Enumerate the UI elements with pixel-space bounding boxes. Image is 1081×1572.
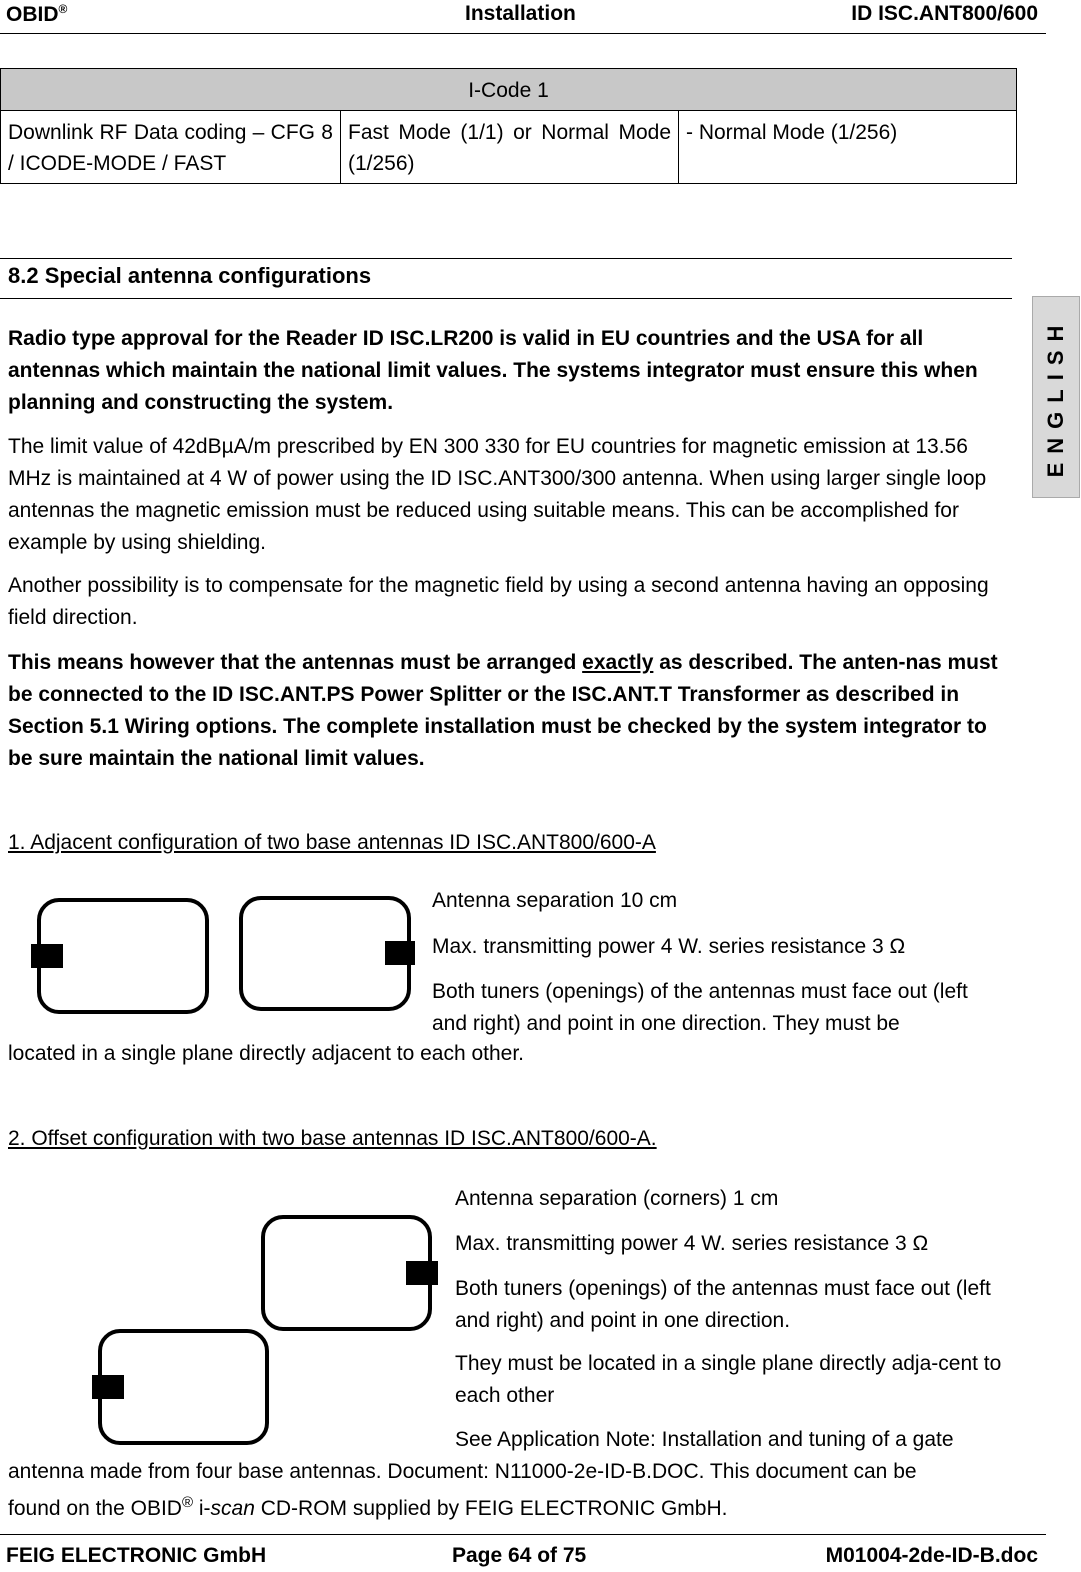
section-title: 8.2 Special antenna configurations: [8, 263, 372, 288]
config2-note-start: See Application Note: Installation and tuning of a gate: [455, 1428, 954, 1451]
config1-tuners: Both tuners (openings) of the antennas must face out (left and right) and point in one direction. They must be: [432, 980, 968, 1035]
config2-heading: 2. Offset configuration with two base antennas ID ISC.ANT800/600-A.: [8, 1127, 657, 1150]
compensation-paragraph: Another possibility is to compensate for the magnetic field by using a second antenna having an opposing field direction.: [8, 574, 989, 629]
header-document-id: ID ISC.ANT800/600: [851, 2, 1038, 25]
language-tab: ENGLISH: [1032, 296, 1080, 498]
header-rule: [0, 33, 1046, 34]
config2-power: Max. transmitting power 4 W. series resistance 3 Ω: [455, 1232, 929, 1255]
config2-tuners: Both tuners (openings) of the antennas must face out (left and right) and point in one direction.: [455, 1277, 991, 1332]
footer-rule: [0, 1534, 1046, 1535]
tuner-upper-marker: [406, 1261, 438, 1285]
config1-placement: located in a single plane directly adjacent to each other.: [8, 1042, 525, 1065]
tuner-right-marker: [385, 941, 415, 965]
arrangement-warning-paragraph: This means however that the antennas must be arranged exactly as described. The anten-nas must be connected to the ID ISC.ANT.PS Power Splitter or the ISC.ANT.T Transformer as described in Section 5.1 Wiring options. The complete installation must be checked by the system integrator to be sure maintain the national limit values.: [8, 651, 998, 770]
config1-separation: Antenna separation 10 cm: [432, 889, 678, 912]
table-cell-setting: - Normal Mode (1/256): [679, 111, 1017, 184]
footer-document-id: M01004-2de-ID-B.doc: [825, 1544, 1038, 1567]
header-brand: OBID®: [6, 2, 68, 26]
config2-note-source: found on the OBID® i-scan CD-ROM supplied by FEIG ELECTRONIC GmbH.: [8, 1494, 728, 1520]
icode-table: [0, 68, 1017, 184]
header-section-title: Installation: [465, 2, 576, 25]
table-cell-parameter: Downlink RF Data coding – CFG 8 / ICODE-MODE / FAST: [1, 111, 341, 184]
config1-power: Max. transmitting power 4 W. series resistance 3 Ω: [432, 935, 906, 958]
approval-paragraph: Radio type approval for the Reader ID ISC.LR200 is valid in EU countries and the USA for all antennas which maintain the national limit values. The systems integrator must ensure this when planning and constructing the system.: [8, 327, 978, 414]
table-row: [1, 111, 1017, 184]
table-cell-options: Fast Mode (1/1) or Normal Mode (1/256): [341, 111, 679, 184]
section-rule-top: [0, 258, 1012, 259]
config2-placement: They must be located in a single plane directly adja-cent to each other: [455, 1352, 1002, 1407]
config2-note-document: antenna made from four base antennas. Document: N11000-2e-ID-B.DOC. This document can be: [8, 1460, 917, 1483]
table-title: I-Code 1: [1, 69, 1017, 111]
config2-separation: Antenna separation (corners) 1 cm: [455, 1187, 779, 1210]
tuner-left-marker: [31, 944, 63, 968]
config1-heading: 1. Adjacent configuration of two base antennas ID ISC.ANT800/600-A: [8, 831, 656, 854]
footer-page-number: Page 64 of 75: [452, 1544, 587, 1567]
tuner-lower-marker: [92, 1375, 124, 1399]
footer-company: FEIG ELECTRONIC GmbH: [6, 1544, 267, 1567]
limit-value-paragraph: The limit value of 42dBµA/m prescribed by EN 300 330 for EU countries for magnetic emission at 13.56 MHz is maintained at 4 W of power using the ID ISC.ANT300/300 antenna. When using larger single loop antennas the magnetic emission must be reduced using suitable means. This can be accomplished for example by using shielding.: [8, 435, 987, 554]
section-rule-bottom: [0, 298, 1012, 299]
